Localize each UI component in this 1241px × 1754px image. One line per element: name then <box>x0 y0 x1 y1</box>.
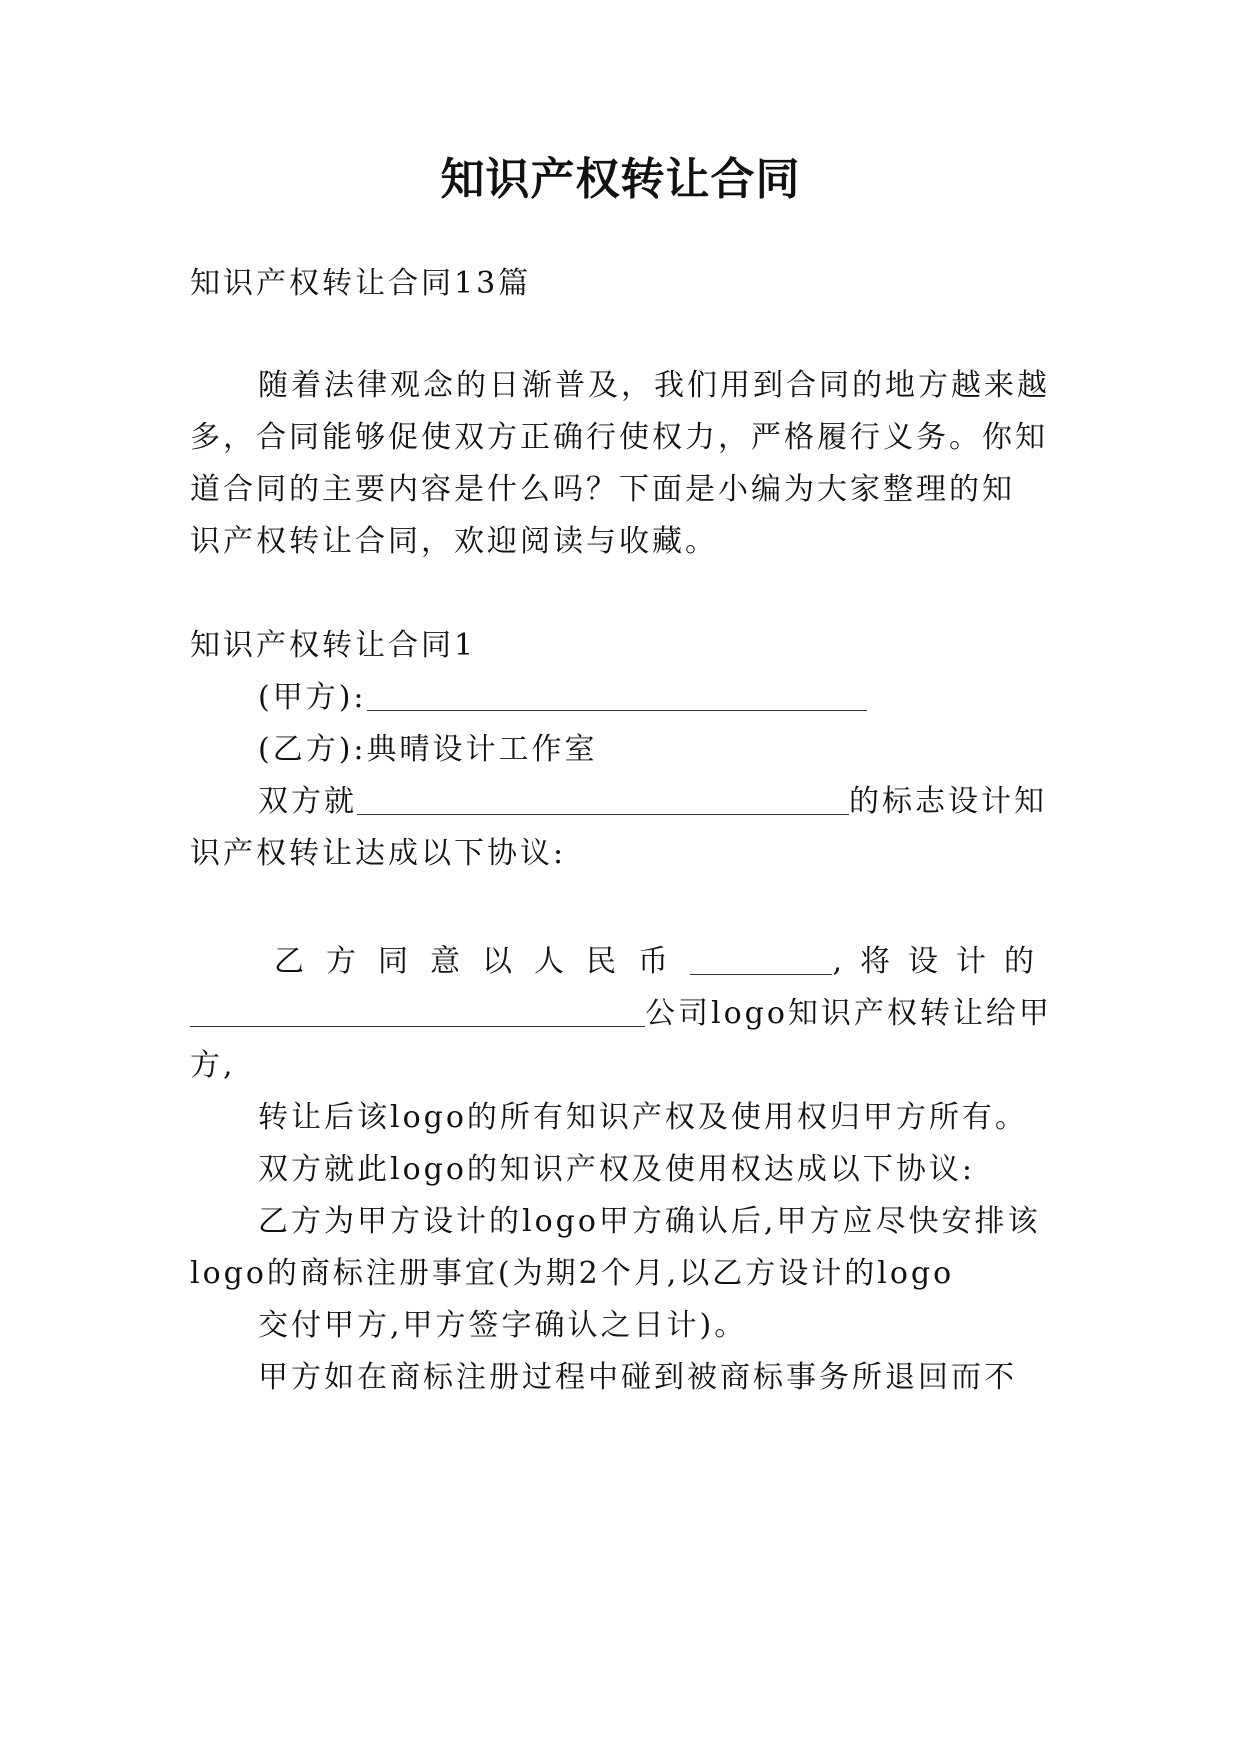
document-subtitle: 知识产权转让合同13篇 <box>190 266 532 301</box>
clause1-line2-suffix: 公司logo知识产权转让给甲 <box>645 996 1052 1031</box>
clause1-prefix: 乙方同意以人民币 <box>274 944 690 979</box>
logo-name-blank <box>357 784 849 815</box>
clause4-line-2: logo的商标注册事宜(为期2个月,以乙方设计的logo <box>190 1256 955 1291</box>
clause1-line-1 <box>274 940 1052 984</box>
clause1-suffix: ,将设计的 <box>832 944 1052 979</box>
company-blank <box>190 996 645 1027</box>
clause4-line-3: 交付甲方,甲方签字确认之日计)。 <box>258 1308 748 1343</box>
section-heading: 知识产权转让合同1 <box>190 628 477 663</box>
amount-blank <box>690 944 832 975</box>
both-parties-line <box>258 780 1052 824</box>
clause1-line-2 <box>190 992 1052 1036</box>
clause4-line-1: 乙方为甲方设计的logo甲方确认后,甲方应尽快安排该 <box>258 1204 1041 1239</box>
intro-line-1: 随着法律观念的日渐普及，我们用到合同的地方越来越 <box>258 368 1050 403</box>
document-title: 知识产权转让合同 <box>440 154 801 205</box>
clause2-line: 转让后该logo的所有知识产权及使用权归甲方所有。 <box>258 1100 1028 1135</box>
party-a-label: (甲方): <box>258 680 367 715</box>
intro-line-3: 道合同的主要内容是什么吗？下面是小编为大家整理的知 <box>190 472 1015 507</box>
both-parties-suffix: 的标志设计知 <box>849 784 1047 819</box>
both-parties-prefix: 双方就 <box>258 784 357 819</box>
intro-line-2: 多，合同能够促使双方正确行使权力，严格履行义务。你知 <box>190 420 1048 455</box>
clause5-line-1: 甲方如在商标注册过程中碰到被商标事务所退回而不 <box>258 1360 1017 1395</box>
clause3-line: 双方就此logo的知识产权及使用权达成以下协议: <box>258 1152 976 1187</box>
intro-line-4: 识产权转让合同，欢迎阅读与收藏。 <box>190 524 718 559</box>
party-b-line: (乙方):典晴设计工作室 <box>258 732 598 767</box>
party-a-line <box>258 676 1052 720</box>
clause1-line-3: 方, <box>190 1048 236 1083</box>
both-parties-line-2: 识产权转让达成以下协议: <box>190 836 567 871</box>
party-a-blank <box>367 680 867 711</box>
